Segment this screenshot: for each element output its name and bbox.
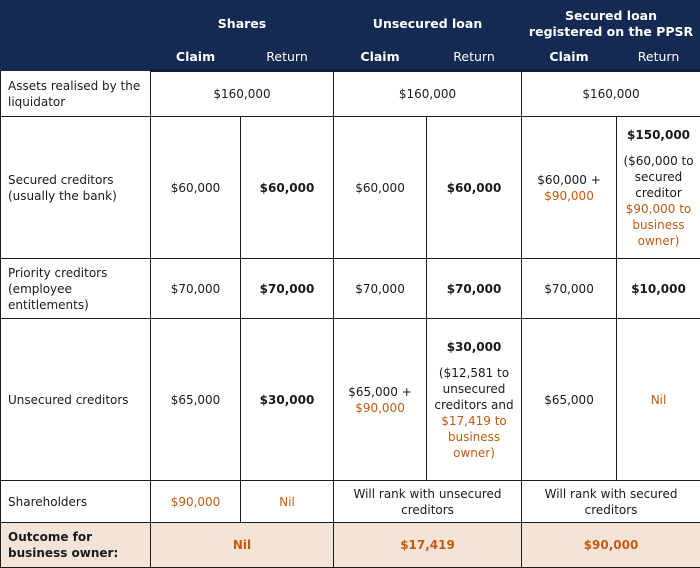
unsecured-claim-part2: $90,000 (338, 400, 422, 416)
header-secured-return: Return (617, 45, 700, 71)
header-unsecured-return: Return (427, 45, 522, 71)
shareholders-unsecured: Will rank with unsecured creditors (334, 481, 522, 523)
unsecured-creditors-secured-return: Nil (617, 319, 700, 481)
unsecured-creditors-shares-claim: $65,000 (151, 319, 241, 481)
outcome-unsecured: $17,419 (334, 523, 522, 568)
secured-creditors-secured-claim (522, 117, 617, 259)
row-label-outcome: Outcome for business owner: (1, 523, 151, 568)
header-secured-loan-line1: Secured loan (526, 8, 696, 24)
priority-unsecured-claim: $70,000 (334, 259, 427, 319)
assets-unsecured: $160,000 (334, 71, 522, 117)
row-label-unsecured-creditors: Unsecured creditors (1, 319, 151, 481)
secured-creditors-shares-return: $60,000 (241, 117, 334, 259)
secured-creditors-unsecured-claim: $60,000 (334, 117, 427, 259)
header-secured-loan (522, 1, 700, 45)
secured-creditors-secured-return (617, 117, 700, 259)
unsecured-creditors-unsecured-return (427, 319, 522, 481)
header-shares-return: Return (241, 45, 334, 71)
row-label-assets: Assets realised by the liquidator (1, 71, 151, 117)
secured-return-note1: ($60,000 to secured creditor (621, 153, 696, 201)
header-unsecured-loan: Unsecured loan (334, 1, 522, 45)
priority-secured-return: $10,000 (617, 259, 700, 319)
header-unsecured-claim: Claim (334, 45, 427, 71)
header-secured-claim: Claim (522, 45, 617, 71)
secured-claim-part1: $60,000 + (526, 172, 612, 188)
priority-unsecured-return: $70,000 (427, 259, 522, 319)
unsecured-creditors-shares-return: $30,000 (241, 319, 334, 481)
row-label-shareholders: Shareholders (1, 481, 151, 523)
row-label-secured-creditors: Secured creditors (usually the bank) (1, 117, 151, 259)
priority-shares-return: $70,000 (241, 259, 334, 319)
unsecured-return-total: $30,000 (431, 339, 517, 355)
unsecured-claim-part1: $65,000 + (338, 384, 422, 400)
assets-shares: $160,000 (151, 71, 334, 117)
unsecured-creditors-secured-claim: $65,000 (522, 319, 617, 481)
row-shareholders (1, 481, 700, 523)
secured-return-total: $150,000 (621, 127, 696, 143)
outcome-shares: Nil (151, 523, 334, 568)
header-secured-loan-line2: registered on the PPSR (526, 24, 696, 40)
header-group-row (1, 1, 700, 45)
priority-shares-claim: $70,000 (151, 259, 241, 319)
row-assets (1, 71, 700, 117)
row-outcome (1, 523, 700, 568)
row-label-priority-creditors: Priority creditors (employee entitlements) (1, 259, 151, 319)
unsecured-creditors-unsecured-claim (334, 319, 427, 481)
assets-secured: $160,000 (522, 71, 700, 117)
row-priority-creditors (1, 259, 700, 319)
priority-secured-claim: $70,000 (522, 259, 617, 319)
unsecured-return-note1: ($12,581 to unsecured creditors and (431, 365, 517, 413)
secured-creditors-unsecured-return: $60,000 (427, 117, 522, 259)
row-unsecured-creditors (1, 319, 700, 481)
header-shares: Shares (151, 1, 334, 45)
secured-claim-part2: $90,000 (526, 188, 612, 204)
header-corner (1, 1, 151, 71)
outcome-secured: $90,000 (522, 523, 700, 568)
secured-creditors-shares-claim: $60,000 (151, 117, 241, 259)
row-secured-creditors (1, 117, 700, 259)
shareholders-secured: Will rank with secured creditors (522, 481, 700, 523)
unsecured-return-note2: $17,419 to business owner) (431, 413, 517, 461)
shareholders-shares-return: Nil (241, 481, 334, 523)
header-shares-claim: Claim (151, 45, 241, 71)
secured-return-note2: $90,000 to business owner) (621, 201, 696, 249)
shareholders-shares-claim: $90,000 (151, 481, 241, 523)
